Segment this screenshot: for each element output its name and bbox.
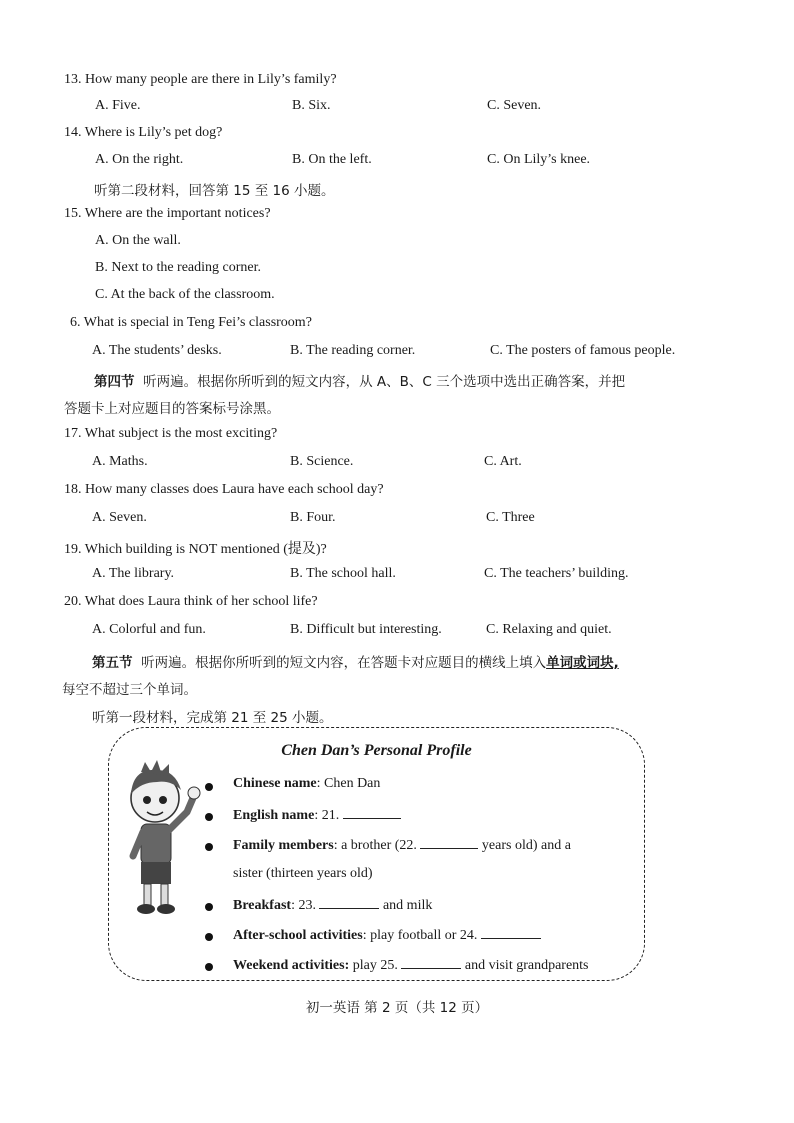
profile-family-members: Family members: a brother (22. years old) and a (233, 838, 571, 853)
q19-option-a: A. The library. (92, 566, 175, 581)
q19-option-b: B. The school hall. (290, 566, 396, 581)
q13-option-c: C. Seven. (487, 98, 542, 113)
q16-option-a: A. The students’ desks. (92, 343, 222, 358)
bullet-icon (205, 963, 213, 971)
profile-card (108, 727, 645, 981)
q14-option-b: B. On the left. (292, 152, 372, 167)
blank-22 (420, 836, 478, 849)
profile-chinese-name: Chinese name: Chen Dan (233, 776, 381, 791)
q18-stem: 18. How many classes does Laura have each school day? (64, 482, 384, 497)
q13-stem: 13. How many people are there in Lily’s family? (64, 72, 337, 87)
q15-option-a: A. On the wall. (95, 233, 181, 248)
blank-25 (401, 956, 461, 969)
bullet-icon (205, 783, 213, 791)
q13-option-b: B. Six. (292, 98, 331, 113)
profile-title: Chen Dan’s Personal Profile (281, 742, 472, 759)
q15-option-c: C. At the back of the classroom. (95, 287, 275, 302)
profile-weekend: Weekend activities: play 25. and visit grandparents (233, 958, 589, 973)
section5-emphasis: 单词或词块, (546, 655, 619, 671)
q14-option-a: A. On the right. (95, 152, 184, 167)
profile-family-members-cont: sister (thirteen years old) (233, 866, 373, 881)
section5-line1 (92, 651, 619, 671)
page-footer: 初一英语 第 2 页（共 12 页） (305, 1000, 489, 1016)
section4-text: 听两遍。根据你所听到的短文内容，从 A、B、C 三个选项中选出正确答案，并把 (143, 374, 626, 390)
blank-21 (343, 806, 401, 819)
q18-option-b: B. Four. (290, 510, 336, 525)
q18-option-a: A. Seven. (92, 510, 147, 525)
q15-option-b: B. Next to the reading corner. (95, 260, 262, 275)
q15-stem: 15. Where are the important notices? (64, 206, 271, 221)
q16-option-b: B. The reading corner. (290, 343, 416, 358)
q20-option-a: A. Colorful and fun. (92, 622, 206, 637)
section5-label: 第五节 (92, 655, 133, 671)
q13-option-a: A. Five. (95, 98, 141, 113)
section5-text: 听两遍。根据你所听到的短文内容，在答题卡对应题目的横线上填入 (141, 655, 547, 671)
q17-option-c: C. Art. (484, 454, 522, 469)
blank-23 (319, 896, 379, 909)
blank-24 (481, 926, 541, 939)
section4-label: 第四节 (94, 374, 135, 390)
q16-option-c: C. The posters of famous people. (490, 343, 676, 358)
bullet-icon (205, 933, 213, 941)
q20-option-b: B. Difficult but interesting. (290, 622, 442, 637)
bullet-icon (205, 903, 213, 911)
section4-line2: 答题卡上对应题目的答案标号涂黑。 (64, 401, 280, 417)
q16-stem: 6. What is special in Teng Fei’s classroom? (70, 315, 312, 330)
section5-line2: 每空不超过三个单词。 (62, 682, 197, 698)
q20-option-c: C. Relaxing and quiet. (486, 622, 612, 637)
profile-english-name: English name: 21. (233, 806, 401, 824)
q19-stem: 19. Which building is NOT mentioned (提及)? (64, 542, 327, 557)
part2-instruction: 听第二段材料，回答第 15 至 16 小题。 (94, 183, 335, 199)
section4-line1 (94, 370, 625, 390)
q18-option-c: C. Three (486, 510, 535, 525)
boy-illustration (123, 760, 203, 918)
q14-option-c: C. On Lily’s knee. (487, 152, 591, 167)
bullet-icon (205, 813, 213, 821)
q20-stem: 20. What does Laura think of her school life? (64, 594, 318, 609)
profile-after-school: After-school activities: play football or 24. (233, 926, 541, 944)
part-21-25-instruction: 听第一段材料，完成第 21 至 25 小题。 (92, 710, 333, 726)
q19-option-c: C. The teachers’ building. (484, 566, 629, 581)
bullet-icon (205, 843, 213, 851)
q17-stem: 17. What subject is the most exciting? (64, 426, 278, 441)
q17-option-b: B. Science. (290, 454, 354, 469)
profile-breakfast: Breakfast: 23. and milk (233, 898, 433, 913)
q14-stem: 14. Where is Lily’s pet dog? (64, 125, 223, 140)
q17-option-a: A. Maths. (92, 454, 148, 469)
